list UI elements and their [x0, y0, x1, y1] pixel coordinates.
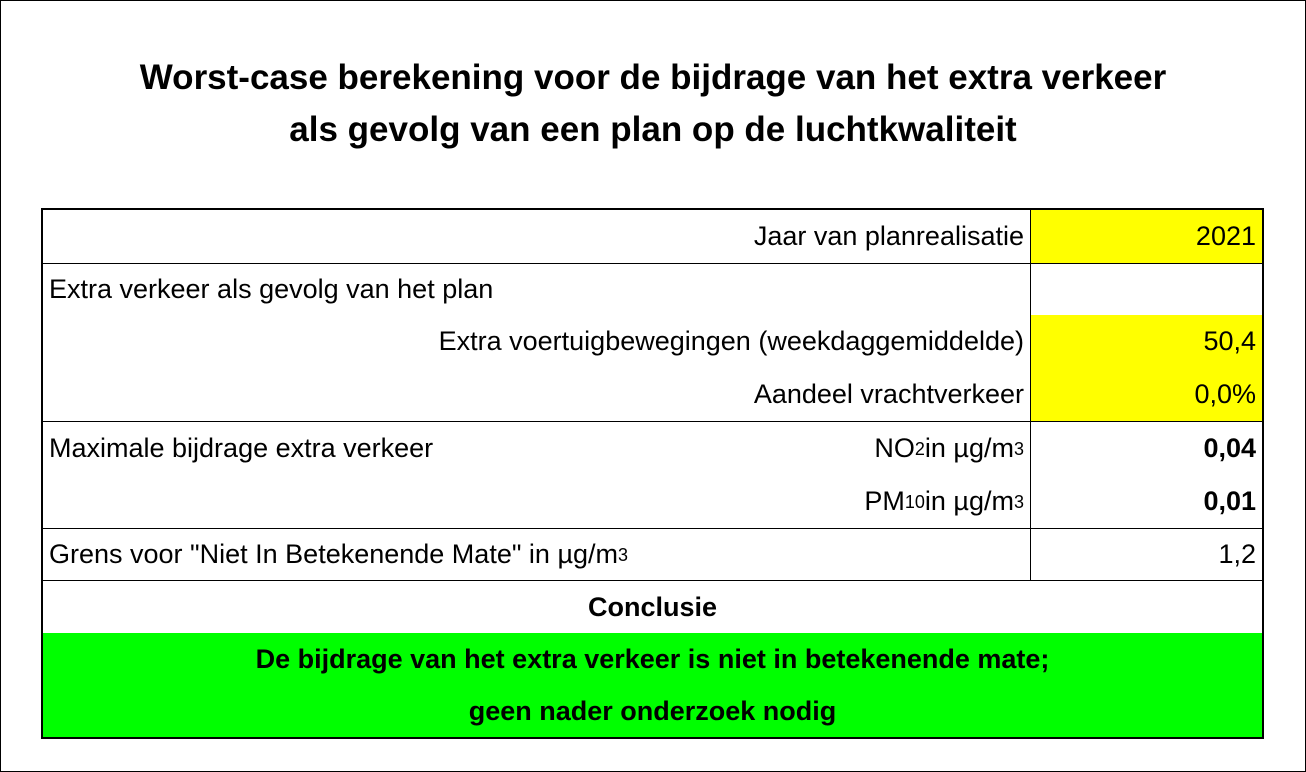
pm10-prefix: PM	[864, 486, 905, 516]
movements-value[interactable]: 50,4	[1030, 315, 1262, 368]
row-pm10	[43, 475, 1262, 528]
no2-unit-label: NO 2 in µg/m 3	[874, 433, 1024, 463]
row-traffic-header	[43, 264, 1262, 315]
pm10-unit-label: PM 10 in µg/m 3	[864, 486, 1024, 516]
no2-unit: in µg/m	[924, 433, 1014, 463]
no2-prefix: NO	[874, 433, 915, 463]
calculation-table	[41, 208, 1264, 739]
nibm-label: Grens voor "Niet In Betekenende Mate" in µg/m 3	[49, 539, 629, 569]
freight-label: Aandeel vrachtverkeer	[753, 379, 1024, 409]
conclusion-line-2: geen nader onderzoek nodig	[468, 696, 837, 726]
no2-value: 0,04	[1030, 422, 1262, 475]
traffic-header-value	[1030, 264, 1262, 315]
freight-value[interactable]: 0,0%	[1030, 368, 1262, 421]
conclusion-header: Conclusie	[587, 592, 718, 622]
conclusion-line-1: De bijdrage van het extra verkeer is niet in betekenende mate;	[255, 644, 1050, 674]
page-title	[0, 52, 1306, 156]
pm10-unit: in µg/m	[924, 486, 1014, 516]
year-label: Jaar van planrealisatie	[753, 221, 1024, 251]
row-nibm	[43, 529, 1262, 580]
nibm-value: 1,2	[1030, 529, 1262, 580]
max-contribution-label: Maximale bijdrage extra verkeer	[49, 433, 434, 463]
pm10-value: 0,01	[1030, 475, 1262, 528]
row-freight	[43, 368, 1262, 421]
traffic-header-label: Extra verkeer als gevolg van het plan	[49, 274, 494, 304]
nibm-label-text: Grens voor "Niet In Betekenende Mate" in µg/m	[49, 539, 619, 569]
movements-label: Extra voertuigbewegingen (weekdaggemiddelde)	[438, 326, 1024, 356]
title-line-1: Worst-case berekening voor de bijdrage van het extra verkeer	[139, 58, 1167, 97]
title-line-2: als gevolg van een plan op de luchtkwaliteit	[289, 110, 1017, 149]
conclusion-result	[43, 633, 1262, 737]
row-movements	[43, 315, 1262, 368]
row-year	[43, 210, 1262, 263]
row-no2	[43, 422, 1262, 475]
year-value[interactable]: 2021	[1030, 210, 1262, 263]
